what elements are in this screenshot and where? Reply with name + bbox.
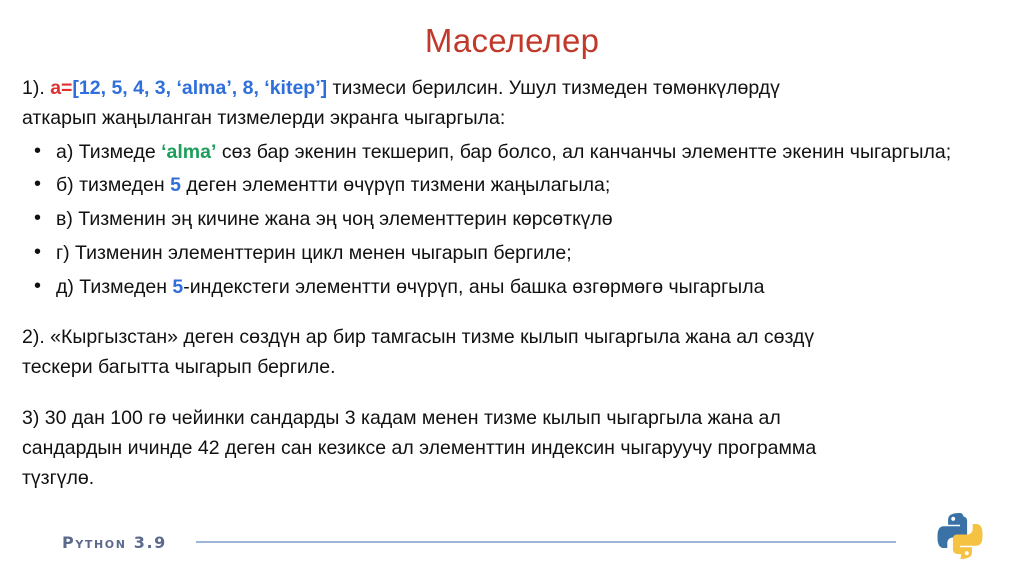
item-e-pre: д) Тизмеден [56,276,173,299]
footer-divider [196,541,896,543]
task-1-text-line1: тизмеси берилсин. Ушул тизмеден төмөнкүлөрдү [327,77,780,99]
item-e-highlight: 5 [172,276,184,299]
item-c-text: в) Тизменин эң кичине жана эң чоң элементтерин көрсөткүлө [56,208,613,231]
list-item [22,206,1002,233]
task-1-intro [22,74,1002,102]
python-version-label: Python 3.9 [62,533,167,552]
task-2-line2: тескери багытта чыгарып бергиле. [22,356,336,379]
task-2-line1: 2). «Кыргызстан» деген сөздүн ар бир тамгасын тизме кылып чыгаргыла жана ал сөздү [22,326,815,349]
task-3-line3: түзгүлө. [22,467,95,490]
item-a-post: сөз бар экенин текшерип, бар болсо, ал канчанчы элементте экенин чыгаргыла; [216,140,952,163]
task-2 [22,323,1002,382]
list-item [22,240,1002,267]
list-item [22,139,1002,166]
task-1-intro-line2: аткарып жаңыланган тизмелерди экранга чыгаргыла: [22,107,506,130]
item-e-post: -индекстеги элементти өчүрүп, аны башка өзгөрмөгө чыгаргыла [183,276,765,299]
task-1-item-list [22,139,1002,302]
slide-body [22,74,1002,492]
list-item [22,274,1002,301]
item-a-pre: а) Тизмеде [56,140,162,163]
task-1-list-literal: [12, 5, 4, 3, ‘alma’, 8, ‘kitep’] [72,77,328,99]
slide-footer [0,510,1024,574]
task-1-variable: a= [50,77,73,99]
page-title: Маселелер [424,22,600,59]
python-logo-icon [934,510,986,562]
task-3-line2: сандардын ичинде 42 деген сан кезиксе ал элементтин индексин чыгаруучу программа [22,436,817,459]
list-item [22,172,1002,199]
task-3 [22,404,1002,493]
task-1-number: 1). [22,77,51,99]
task-3-line1: 3) 30 дан 100 гө чейинки сандарды 3 кадам менен тизме кылып чыгаргыла жана ал [22,406,781,429]
item-b-post: деген элементти өчүрүп тизмени жаңылагыла; [180,174,611,197]
item-b-highlight: 5 [170,174,181,197]
item-b-pre: б) тизмеден [56,174,171,197]
item-d-text: г) Тизменин элементтерин цикл менен чыгарып бергиле; [56,242,572,265]
item-a-highlight: ‘alma’ [161,140,217,163]
